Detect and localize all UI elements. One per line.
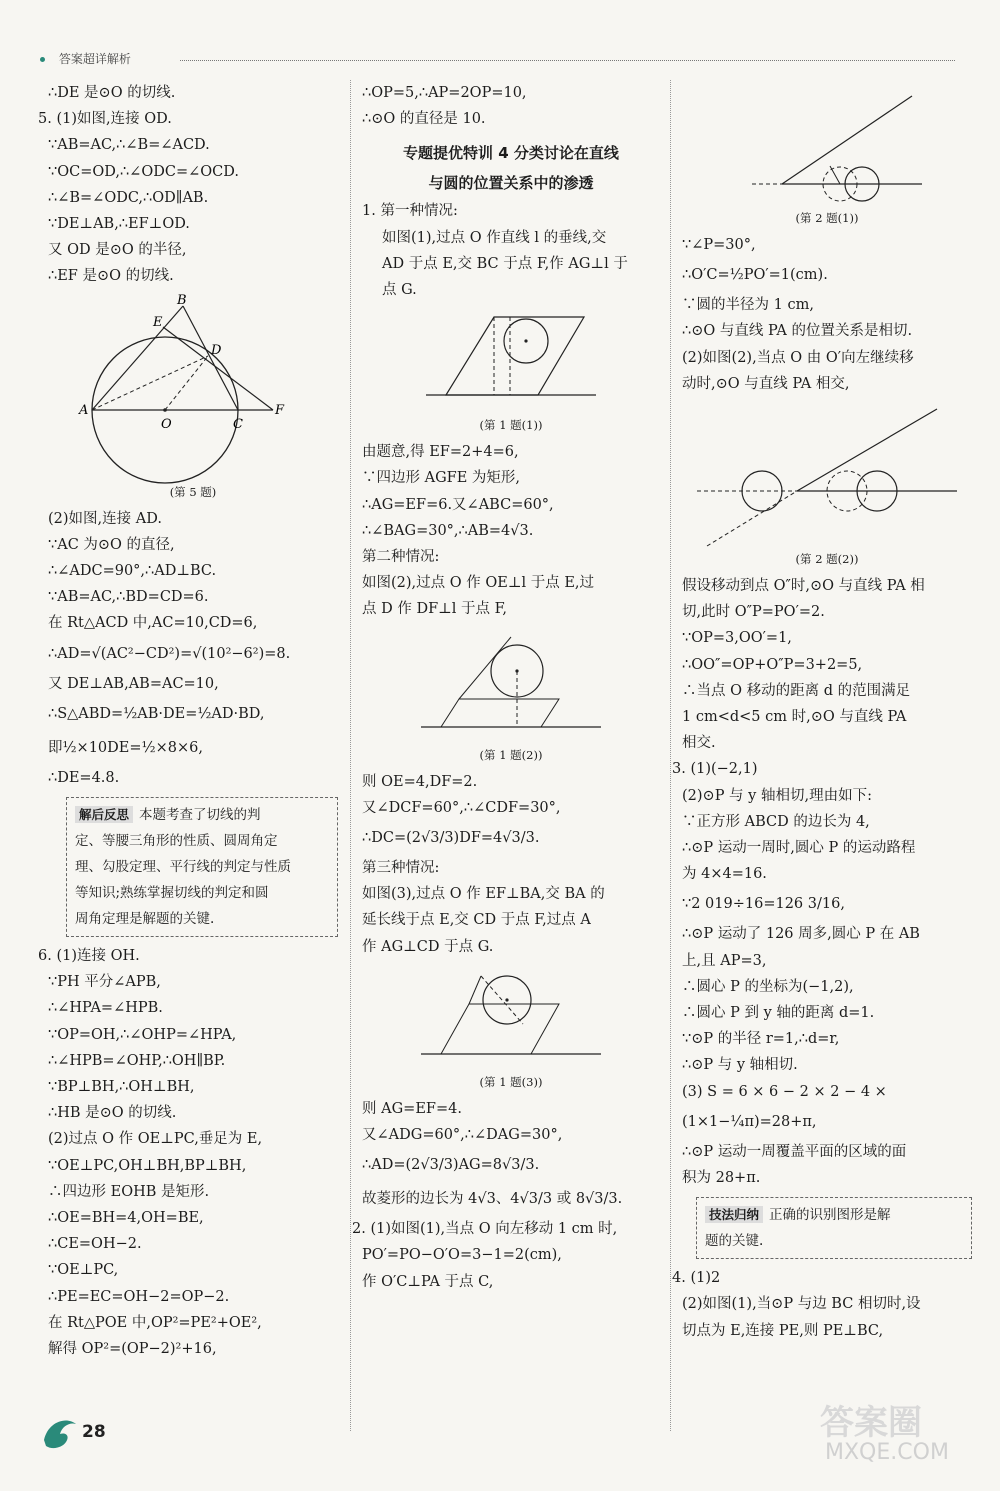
text-line: 在 Rt△ACD 中,AC=10,CD=6, xyxy=(48,615,258,632)
text-line: (2)过点 O 作 OE⊥PC,垂足为 E, xyxy=(48,1131,263,1148)
figure-5 xyxy=(48,294,338,500)
text-line: 则 OE=4,DF=2. xyxy=(362,773,478,790)
header-rule xyxy=(180,60,955,61)
text-line: 周角定理是解题的关键. xyxy=(75,911,215,928)
text-block xyxy=(38,80,338,290)
text-line: 积为 28+π. xyxy=(682,1170,761,1187)
watermark: 答案圈 xyxy=(820,1403,922,1443)
text-line: ∵BP⊥BH,∴OH⊥BH, xyxy=(48,1079,195,1096)
watermark: MXQE.COM xyxy=(825,1440,949,1465)
text-line: ∴⊙P 运动了 126 周多,圆心 P 在 AB xyxy=(682,926,920,943)
label: A xyxy=(79,402,89,418)
text-line: ∵∠P=30°, xyxy=(682,237,756,253)
text-line: ∴∠B=∠ODC,∴OD∥AB. xyxy=(48,189,209,206)
text-line: ∴∠ADC=90°,∴AD⊥BC. xyxy=(48,563,217,580)
text-line: 5. (1)如图,连接 OD. xyxy=(38,111,172,128)
text-line: ∴HB 是⊙O 的切线. xyxy=(48,1105,177,1122)
text-line: 切点为 E,连接 PE,则 PE⊥BC, xyxy=(682,1322,884,1339)
text-line: 如图(3),过点 O 作 EF⊥BA,交 BA 的 xyxy=(362,886,605,903)
text-line: ∵四边形 AGFE 为矩形, xyxy=(362,470,521,487)
geometry-diagram xyxy=(722,80,932,210)
text-line: 又∠DCF=60°,∴∠CDF=30°, xyxy=(362,799,561,816)
text-line: ∴PE=EC=OH−2=OP−2. xyxy=(48,1288,230,1305)
text-line: ∴⊙P 运动一周覆盖平面的区域的面 xyxy=(682,1143,907,1160)
text-line: ∵PH 平分∠APB, xyxy=(48,974,161,991)
section-title: 与圆的位置关系中的渗透 xyxy=(428,174,594,193)
text-line: ∴DC=(2√3/3)DF=4√3/3. xyxy=(362,830,540,847)
column-2 xyxy=(352,80,660,1295)
text-line: ∴⊙P 运动一周时,圆心 P 的运动路程 xyxy=(682,840,916,857)
text-line: PO′=PO−O′O=3−1=2(cm), xyxy=(362,1247,562,1264)
page-number: 28 xyxy=(82,1422,106,1442)
label: E xyxy=(153,314,163,330)
text-block xyxy=(38,943,338,1362)
text-line: ∴四边形 EOHB 是矩形. xyxy=(48,1183,210,1200)
text-line: 如图(2),过点 O 作 OE⊥l 于点 E,过 xyxy=(362,575,595,592)
text-line: 故菱形的边长为 4√3、4√3/3 或 8√3/3. xyxy=(362,1191,623,1208)
text-line: ∴OE=BH=4,OH=BE, xyxy=(48,1210,204,1227)
text-line: 第二种情况: xyxy=(362,549,440,566)
text-line: ∵OE⊥PC,OH⊥BH,BP⊥BH, xyxy=(48,1157,247,1174)
text-line: 上,且 AP=3, xyxy=(682,952,767,969)
text-line: 正确的识别图形是解 xyxy=(769,1207,891,1224)
text-line: (3) S = 6 × 6 − 2 × 2 − 4 × xyxy=(682,1083,887,1100)
figure-caption: (第 1 题(2)) xyxy=(479,747,543,762)
text-line: ∵AC 为⊙O 的直径, xyxy=(48,536,175,553)
page-header xyxy=(40,50,955,70)
text-line: ∵正方形 ABCD 的边长为 4, xyxy=(682,813,870,830)
text-line: 如图(1),过点 O 作直线 l 的垂线,交 xyxy=(382,229,607,246)
figure-caption: (第 2 题(1)) xyxy=(795,211,859,225)
figure-1-1 xyxy=(362,307,660,433)
text-line: 由题意,得 EF=2+4=6, xyxy=(362,444,519,461)
label: B xyxy=(177,293,187,308)
text-line: 3. (1)(−2,1) xyxy=(672,761,758,778)
geometry-diagram xyxy=(687,401,967,551)
figure-2-1 xyxy=(682,80,972,226)
text-line: ∵AB=AC,∴BD=CD=6. xyxy=(48,589,209,606)
bullet-icon xyxy=(40,57,45,62)
text-line: 本题考查了切线的判 xyxy=(139,807,261,824)
figure-caption: (第 5 题) xyxy=(169,484,217,499)
figure-caption: (第 1 题(3)) xyxy=(479,1074,543,1089)
text-line: 点 G. xyxy=(382,282,417,299)
section-title: 专题提优特训 4 分类讨论在直线 xyxy=(403,144,619,163)
text-line: 2. (1)如图(1),当点 O 向左移动 1 cm 时, xyxy=(352,1221,618,1238)
text-line: ∴AG=EF=6.又∠ABC=60°, xyxy=(362,496,554,513)
figure-caption: (第 2 题(2)) xyxy=(795,552,859,567)
header-label: 答案超详解析 xyxy=(58,52,131,66)
text-line: (1×1−¼π)=28+π, xyxy=(682,1113,817,1130)
text-line: ∴⊙O 与直线 PA 的位置关系是相切. xyxy=(682,323,913,340)
text-line: ∴∠BAG=30°,∴AB=4√3. xyxy=(362,522,534,539)
text-line: ∵DE⊥AB,∴EF⊥OD. xyxy=(48,216,190,233)
text-line: 作 O′C⊥PA 于点 C, xyxy=(362,1273,494,1290)
text-line: ∴OO″=OP+O″P=3+2=5, xyxy=(682,656,863,673)
text-line: ∴S△ABD=½AB·DE=½AD·BD, xyxy=(48,705,265,722)
text-line: 延长线于点 E,交 CD 于点 F,过点 A xyxy=(362,912,591,929)
text-line: 等知识;熟练掌握切线的判定和圆 xyxy=(75,885,269,902)
text-line: 又 OD 是⊙O 的半径, xyxy=(48,242,187,259)
text-line: 假设移动到点 O″时,⊙O 与直线 PA 相 xyxy=(682,578,925,595)
label: F xyxy=(275,402,285,418)
reflection-box xyxy=(66,797,338,937)
dolphin-logo-icon xyxy=(40,1410,80,1454)
text-line: 6. (1)连接 OH. xyxy=(38,948,140,965)
text-line: (2)如图,连接 AD. xyxy=(48,510,162,527)
text-line: 又 DE⊥AB,AB=AC=10, xyxy=(48,675,219,692)
text-line: ∵2 019÷16=126 3/16, xyxy=(682,896,845,913)
text-line: (2)如图(2),当点 O 由 O′向左继续移 xyxy=(682,349,914,366)
text-line: ∴OP=5,∴AP=2OP=10, xyxy=(362,85,527,101)
figure-caption: (第 1 题(1)) xyxy=(479,418,543,433)
column-divider xyxy=(670,80,671,1431)
column-divider xyxy=(350,80,351,1431)
text-line: ∴当点 O 移动的距离 d 的范围满足 xyxy=(682,682,911,699)
text-line: 解得 OP²=(OP−2)²+16, xyxy=(48,1341,217,1358)
label: C xyxy=(233,416,243,432)
geometry-diagram xyxy=(416,307,606,417)
text-line: (2)如图(1),当⊙P 与边 BC 相切时,设 xyxy=(682,1296,921,1313)
text-line: ∴圆心 P 的坐标为(−1,2), xyxy=(682,978,854,995)
text-line: ∴DE 是⊙O 的切线. xyxy=(48,85,176,101)
geometry-diagram xyxy=(411,964,611,1074)
label: D xyxy=(211,342,222,358)
text-line: 1. 第一种情况: xyxy=(362,203,458,220)
label: O xyxy=(161,416,172,432)
text-line: ∵OE⊥PC, xyxy=(48,1262,119,1279)
geometry-diagram xyxy=(73,294,313,484)
text-line: AD 于点 E,交 BC 于点 F,作 AG⊥l 于 xyxy=(382,255,628,272)
method-tag: 技法归纳 xyxy=(705,1206,763,1223)
text-line: ∵⊙P 的半径 r=1,∴d=r, xyxy=(682,1031,840,1048)
text-line: ∵OP=3,OO′=1, xyxy=(682,630,792,647)
text-line: (2)⊙P 与 y 轴相切,理由如下: xyxy=(682,787,872,804)
text-line: 理、勾股定理、平行线的判定与性质 xyxy=(75,859,291,876)
text-line: ∴EF 是⊙O 的切线. xyxy=(48,268,174,285)
text-block xyxy=(48,506,338,791)
column-3 xyxy=(672,80,972,1344)
text-line: ∴CE=OH−2. xyxy=(48,1236,142,1253)
text-line: ∵OC=OD,∴∠ODC=∠OCD. xyxy=(48,163,239,180)
text-line: 点 D 作 DF⊥l 于点 F, xyxy=(362,601,508,618)
text-line: ∴圆心 P 到 y 轴的距离 d=1. xyxy=(682,1005,875,1022)
text-line: ∵圆的半径为 1 cm, xyxy=(682,297,814,314)
figure-2-2 xyxy=(682,401,972,567)
text-line: ∴AD=(2√3/3)AG=8√3/3. xyxy=(362,1157,540,1174)
text-line: 定、等腰三角形的性质、圆周角定 xyxy=(75,833,278,850)
text-line: 在 Rt△POE 中,OP²=PE²+OE², xyxy=(48,1314,262,1331)
text-line: 切,此时 O″P=PO′=2. xyxy=(682,604,825,621)
column-1 xyxy=(38,80,338,1362)
figure-1-2 xyxy=(362,627,660,763)
text-line: ∴O′C=½PO′=1(cm). xyxy=(682,267,828,284)
text-line: 又∠ADG=60°,∴∠DAG=30°, xyxy=(362,1127,563,1144)
text-line: ∵AB=AC,∴∠B=∠ACD. xyxy=(48,137,210,154)
figure-1-3 xyxy=(362,964,660,1090)
text-line: 第三种情况: xyxy=(362,860,440,877)
method-box xyxy=(696,1197,972,1259)
text-line: 相交. xyxy=(682,735,716,752)
text-line: ∴DE=4.8. xyxy=(48,769,120,786)
text-line: 4. (1)2 xyxy=(672,1270,721,1287)
text-line: 动时,⊙O 与直线 PA 相交, xyxy=(682,375,850,392)
text-line: ∵OP=OH,∴∠OHP=∠HPA, xyxy=(48,1026,237,1043)
text-line: ∴AD=√(AC²−CD²)=√(10²−6²)=8. xyxy=(48,645,291,662)
text-line: 即½×10DE=½×8×6, xyxy=(48,739,203,756)
text-line: 1 cm<d<5 cm 时,⊙O 与直线 PA xyxy=(682,709,907,726)
text-line: ∴⊙P 与 y 轴相切. xyxy=(682,1057,798,1074)
text-line: 则 AG=EF=4. xyxy=(362,1100,462,1117)
text-line: ∴∠HPA=∠HPB. xyxy=(48,1000,163,1017)
text-line: 题的关键. xyxy=(705,1233,764,1250)
reflection-tag: 解后反思 xyxy=(75,806,133,823)
text-line: 为 4×4=16. xyxy=(682,866,767,883)
text-line: ∴∠HPB=∠OHP,∴OH∥BP. xyxy=(48,1052,226,1069)
text-line: 作 AG⊥CD 于点 G. xyxy=(362,938,494,955)
geometry-diagram xyxy=(411,627,611,747)
text-line: ∴⊙O 的直径是 10. xyxy=(362,111,486,128)
